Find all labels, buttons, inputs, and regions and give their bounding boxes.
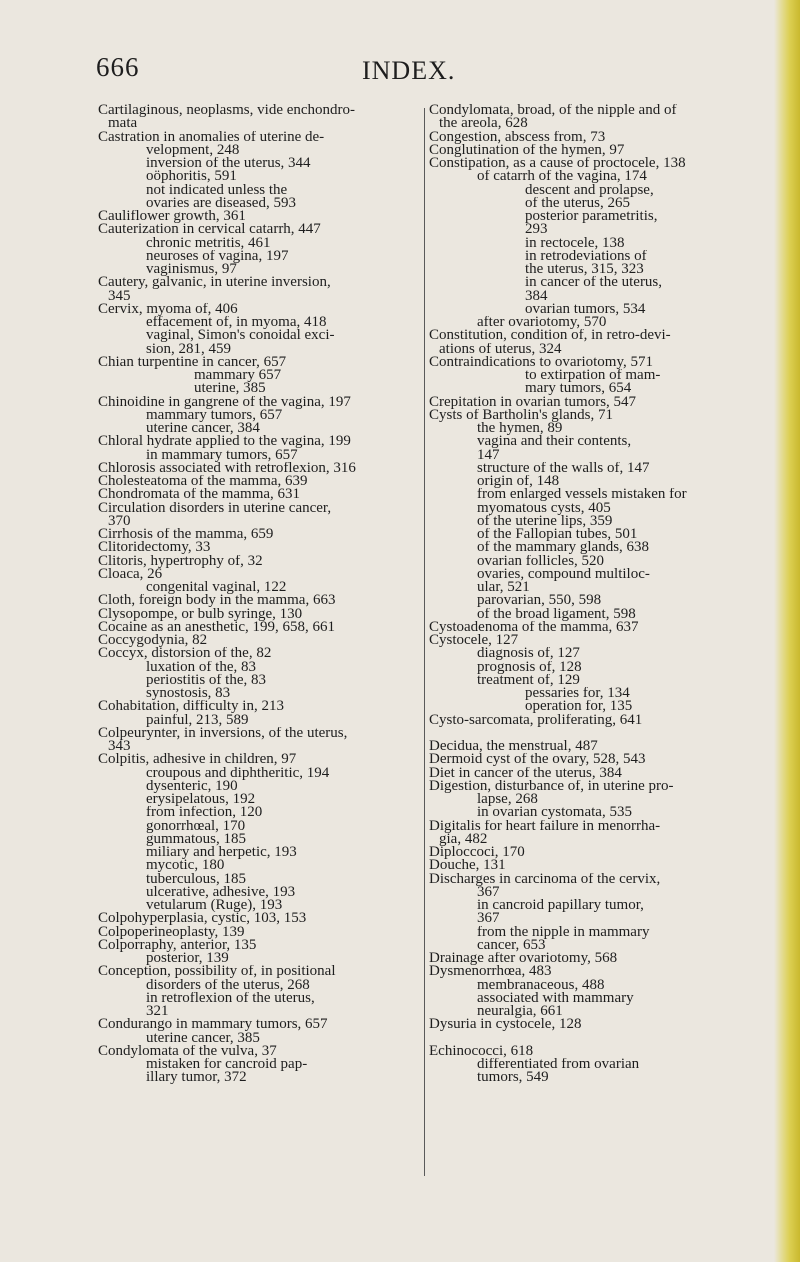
index-subentry: not indicated unless the [146,183,288,197]
index-entry: Chloral hydrate applied to the vagina, 199 [98,435,351,449]
index-subentry: to extirpation of mam- [525,369,661,383]
index-subentry: ations of uterus, 324 [439,342,562,356]
index-entry: Congestion, abscess from, 73 [429,130,606,144]
index-subentry: of the Fallopian tubes, 501 [477,528,638,542]
index-subentry: 293 [525,223,548,237]
index-subentry: diagnosis of, 127 [477,647,580,661]
index-subentry: gummatous, 185 [146,832,246,846]
index-entry: Colpoperineoplasty, 139 [98,925,245,939]
index-subentry: in retroflexion of the uterus, [146,991,315,1005]
section-gap [429,1032,761,1045]
index-subentry: tumors, 549 [477,1071,549,1085]
index-entry: Chinoidine in gangrene of the vagina, 197 [98,395,351,409]
index-entry: Coccyx, distorsion of the, 82 [98,647,272,661]
index-entry: Clitoris, hypertrophy of, 32 [98,554,263,568]
index-entry: Discharges in carcinoma of the cervix, [429,872,661,886]
index-entry: Cauterization in cervical catarrh, 447 [98,223,321,237]
index-entry: Cohabitation, difficulty in, 213 [98,700,284,714]
index-subentry: after ovariotomy, 570 [477,316,607,330]
index-entry: Cautery, galvanic, in uterine inversion, [98,276,331,290]
index-subentry: operation for, 135 [525,700,633,714]
index-subentry: in retrodeviations of [525,249,647,263]
index-subentry: effacement of, in myoma, 418 [146,316,327,330]
index-entry: Condylomata of the vulva, 37 [98,1044,277,1058]
index-subentry: luxation of the, 83 [146,660,256,674]
index-entry: Dysmenorrhœa, 483 [429,965,552,979]
index-subentry: in cancroid papillary tumor, [477,899,644,913]
index-subentry: mycotic, 180 [146,859,225,873]
index-subentry: illary tumor, 372 [146,1071,247,1085]
index-subentry: treatment of, 129 [477,673,580,687]
index-subentry: mammary 657 [194,369,282,383]
index-entry: Coccygodynia, 82 [98,634,208,648]
index-subentry: 367 [477,885,500,899]
index-subentry: the uterus, 315, 323 [525,263,644,277]
index-entry: Condylomata, broad, of the nipple and of [429,104,677,118]
index-subentry: prognosis of, 128 [477,660,582,674]
index-entry: Douche, 131 [429,859,506,873]
index-entry: Contraindications to ovariotomy, 571 [429,355,653,369]
index-entry: Circulation disorders in uterine cancer, [98,501,332,515]
index-entry: Cocaine as an anesthetic, 199, 658, 661 [98,620,336,634]
page-edge-tint [774,0,800,1262]
index-subentry: differentiated from ovarian [477,1058,640,1072]
index-subentry: gia, 482 [439,832,488,846]
index-entry: Colporraphy, anterior, 135 [98,938,257,952]
index-subentry: associated with mammary [477,991,634,1005]
index-subentry: ovarian follicles, 520 [477,554,605,568]
index-subentry: 321 [146,1005,169,1019]
index-subentry: posterior parametritis, [525,210,658,224]
index-entry: Cirrhosis of the mamma, 659 [98,528,274,542]
index-subentry: chronic metritis, 461 [146,236,271,250]
index-entry: Constipation, as a cause of proctocele, 138 [429,157,686,171]
index-entry: Cloaca, 26 [98,567,163,581]
index-entry: Clysopompe, or bulb syringe, 130 [98,607,303,621]
index-subentry: in ovarian cystomata, 535 [477,806,632,820]
index-subentry: vaginismus, 97 [146,263,237,277]
index-subentry: tuberculous, 185 [146,872,246,886]
index-subentry: periostitis of the, 83 [146,673,266,687]
index-entry: Drainage after ovariotomy, 568 [429,952,618,966]
index-entry: Dysuria in cystocele, 128 [429,1018,582,1032]
index-subentry: disorders of the uterus, 268 [146,978,310,992]
index-entry: Constitution, condition of, in retro-devi- [429,329,671,343]
page-number: 666 [96,52,140,82]
index-subentry: 343 [108,740,131,754]
index-subentry: 384 [525,289,548,303]
index-subentry: of the mammary glands, 638 [477,541,650,555]
index-entry: Cystocele, 127 [429,634,519,648]
index-entry: Cartilaginous, neoplasms, vide enchondro- [98,104,356,118]
index-entry: Conglutination of the hymen, 97 [429,143,625,157]
index-entry: Echinococci, 618 [429,1044,534,1058]
index-subentry: in rectocele, 138 [525,236,625,250]
index-entry: Colpitis, adhesive in children, 97 [98,753,297,767]
index-entry: Castration in anomalies of uterine de- [98,130,325,144]
index-subentry: mata [108,117,138,131]
column-divider [424,108,425,1176]
index-subentry: erysipelatous, 192 [146,793,256,807]
index-subentry: cancer, 653 [477,938,546,952]
index-entry: Chondromata of the mamma, 631 [98,488,301,502]
index-entry: Crepitation in ovarian tumors, 547 [429,395,637,409]
index-subentry: 370 [108,514,131,528]
index-subentry: neuralgia, 661 [477,1005,563,1019]
index-entry: Conception, possibility of, in positional [98,965,336,979]
index-subentry: velopment, 248 [146,143,240,157]
index-subentry: painful, 213, 589 [146,713,249,727]
index-entry: Dermoid cyst of the ovary, 528, 543 [429,753,646,767]
index-subentry: posterior, 139 [146,952,229,966]
index-subentry: oöphoritis, 591 [146,170,237,184]
index-entry: Diet in cancer of the uterus, 384 [429,766,622,780]
index-subentry: 367 [477,912,500,926]
index-entry: Colpohyperplasia, cystic, 103, 153 [98,912,307,926]
index-subentry: of catarrh of the vagina, 174 [477,170,647,184]
index-subentry: sion, 281, 459 [146,342,232,356]
index-entry: Condurango in mammary tumors, 657 [98,1018,328,1032]
section-gap [429,727,761,740]
index-subentry: mammary tumors, 657 [146,408,283,422]
index-subentry: of the uterine lips, 359 [477,514,613,528]
index-subentry: congenital vaginal, 122 [146,581,287,595]
index-column-right [429,104,761,1085]
index-subentry: synostosis, 83 [146,687,231,701]
index-subentry: of the uterus, 265 [525,196,630,210]
index-column-left [98,104,420,1085]
index-subentry: lapse, 268 [477,793,538,807]
index-subentry: from the nipple in mammary [477,925,650,939]
index-entry: Cholesteatoma of the mamma, 639 [98,475,308,489]
index-subentry: gonorrhœal, 170 [146,819,246,833]
index-subentry: croupous and diphtheritic, 194 [146,766,330,780]
index-entry: Cauliflower growth, 361 [98,210,246,224]
index-subentry: ovaries are diseased, 593 [146,196,296,210]
index-entry: Digitalis for heart failure in menorrha- [429,819,661,833]
index-subentry: in cancer of the uterus, [525,276,663,290]
index-subentry: descent and prolapse, [525,183,654,197]
index-subentry: the areola, 628 [439,117,528,131]
index-subentry: 345 [108,289,131,303]
index-entry: Digestion, disturbance of, in uterine pro- [429,779,674,793]
index-entry: Chian turpentine in cancer, 657 [98,355,287,369]
index-subentry: neuroses of vagina, 197 [146,249,289,263]
index-subentry: in mammary tumors, 657 [146,448,298,462]
index-subentry: of the broad ligament, 598 [477,607,636,621]
index-subentry: inversion of the uterus, 344 [146,157,311,171]
index-entry: Diploccoci, 170 [429,846,525,860]
index-subentry: uterine cancer, 385 [146,1031,260,1045]
index-subentry: vagina and their contents, [477,435,632,449]
index-subentry: ovaries, compound multiloc- [477,567,650,581]
index-entry: Clitoridectomy, 33 [98,541,211,555]
index-subentry: myomatous cysts, 405 [477,501,611,515]
index-entry: Cloth, foreign body in the mamma, 663 [98,594,336,608]
index-subentry: vetularum (Ruge), 193 [146,899,283,913]
index-entry: Colpeurynter, in inversions, of the uterus, [98,726,348,740]
running-head: INDEX. [362,56,456,85]
index-subentry: dysenteric, 190 [146,779,238,793]
index-entry: Chlorosis associated with retroflexion, 316 [98,461,356,475]
index-subentry: parovarian, 550, 598 [477,594,602,608]
index-subentry: mary tumors, 654 [525,382,632,396]
index-subentry: from infection, 120 [146,806,263,820]
index-subentry: membranaceous, 488 [477,978,605,992]
index-subentry: the hymen, 89 [477,422,563,436]
index-subentry: ovarian tumors, 534 [525,302,646,316]
index-subentry: pessaries for, 134 [525,687,630,701]
index-subentry: mistaken for cancroid pap- [146,1058,308,1072]
index-subentry: vaginal, Simon's conoidal exci- [146,329,335,343]
index-subentry: 147 [477,448,500,462]
index-subentry: from enlarged vessels mistaken for [477,488,687,502]
index-entry: Decidua, the menstrual, 487 [429,740,598,754]
index-subentry: miliary and herpetic, 193 [146,846,297,860]
index-subentry: uterine cancer, 384 [146,422,260,436]
index-subentry: ular, 521 [477,581,530,595]
index-subentry: origin of, 148 [477,475,560,489]
index-subentry: uterine, 385 [194,382,266,396]
index-entry: Cysto-sarcomata, proliferating, 641 [429,713,643,727]
index-entry: Cysts of Bartholin's glands, 71 [429,408,613,422]
index-entry: Cervix, myoma of, 406 [98,302,238,316]
index-subentry: structure of the walls of, 147 [477,461,650,475]
index-entry: Cystoadenoma of the mamma, 637 [429,620,639,634]
index-subentry: ulcerative, adhesive, 193 [146,885,296,899]
